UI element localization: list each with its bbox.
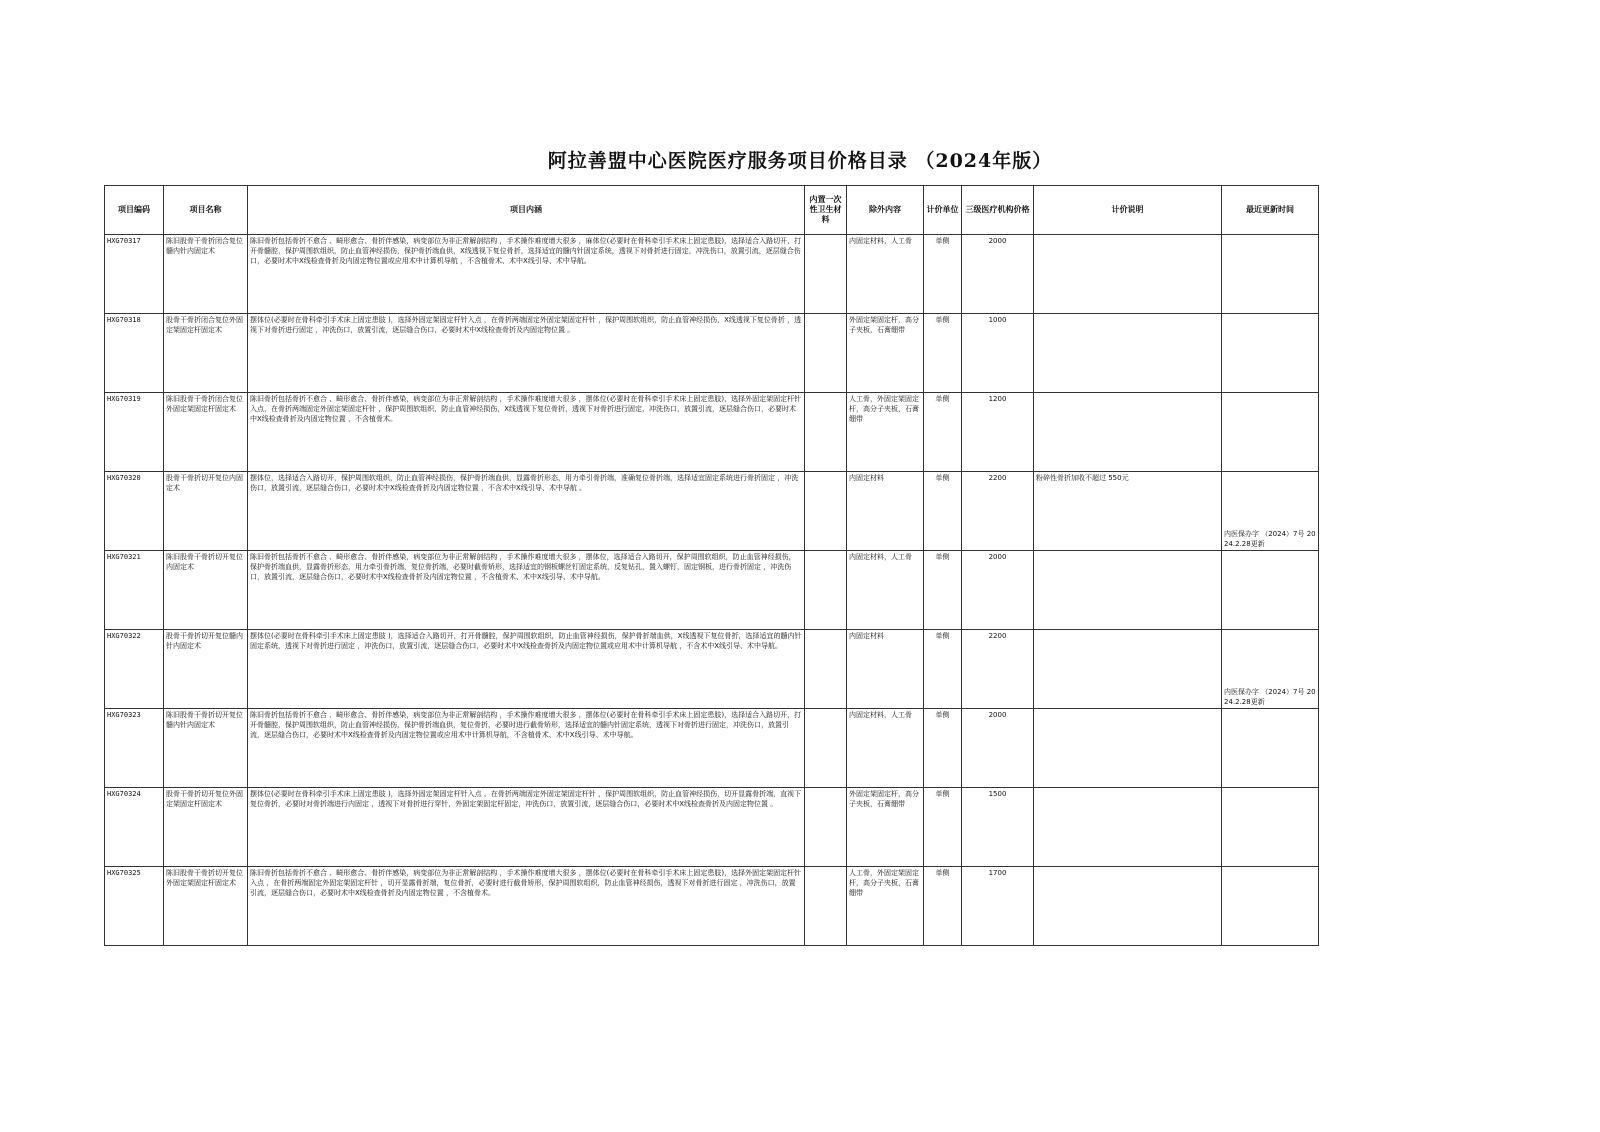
cell-consumable xyxy=(805,709,847,788)
cell-content: 摆体位(必要时在骨科牵引手术床上固定患肢 )，选择适合入路切开，打开骨髓腔，保护周围软组织，防止血管神经损伤，保护骨折端血供，X线透视下复位骨折，选择适宜的髓内针固定系统，透视下对骨折进行固定 ，冲洗伤口，放置引流，逐层缝合伤口，必要时术中X线检查骨折及内固定物位置或应用术中计算机导航 ，不含术中X线引导、术中导航。 xyxy=(248,630,805,709)
cell-notes xyxy=(1034,630,1222,709)
cell-updated xyxy=(1222,235,1319,314)
cell-unit: 单侧 xyxy=(924,867,962,946)
cell-unit: 单侧 xyxy=(924,630,962,709)
cell-price: 2000 xyxy=(962,709,1034,788)
cell-unit: 单侧 xyxy=(924,235,962,314)
cell-unit: 单侧 xyxy=(924,709,962,788)
header-price: 三级医疗机构价格 xyxy=(962,186,1034,235)
header-name: 项目名称 xyxy=(164,186,248,235)
cell-name: 陈旧股骨干骨折闭合复位外固定架固定杆固定术 xyxy=(164,393,248,472)
header-row xyxy=(105,186,1319,235)
header-unit: 计价单位 xyxy=(924,186,962,235)
cell-unit: 单侧 xyxy=(924,393,962,472)
cell-exclusion: 内固定材料 xyxy=(847,472,924,551)
table-row xyxy=(105,630,1319,709)
cell-code: HXG70317 xyxy=(105,235,164,314)
cell-exclusion: 内固定材料 xyxy=(847,630,924,709)
cell-consumable xyxy=(805,867,847,946)
price-table xyxy=(104,185,1319,946)
cell-updated xyxy=(1222,788,1319,867)
cell-updated xyxy=(1222,867,1319,946)
cell-exclusion: 外固定架固定杆，高分子夹板，石膏绷带 xyxy=(847,788,924,867)
cell-consumable xyxy=(805,630,847,709)
cell-exclusion: 内固定材料，人工骨 xyxy=(847,551,924,630)
cell-code: HXG70320 xyxy=(105,472,164,551)
page-title: 阿拉善盟中心医院医疗服务项目价格目录 （2024年版） xyxy=(547,150,1053,172)
cell-price: 2200 xyxy=(962,472,1034,551)
cell-price: 2000 xyxy=(962,235,1034,314)
cell-price: 1200 xyxy=(962,393,1034,472)
cell-notes xyxy=(1034,235,1222,314)
table-row xyxy=(105,709,1319,788)
cell-code: HXG70322 xyxy=(105,630,164,709)
cell-code: HXG70324 xyxy=(105,788,164,867)
update-note: 内医保办字 （2024）7号 2024.2.28更新 xyxy=(1224,688,1316,706)
cell-price: 1000 xyxy=(962,314,1034,393)
cell-unit: 单侧 xyxy=(924,788,962,867)
cell-updated xyxy=(1222,551,1319,630)
table-header xyxy=(105,186,1319,235)
cell-content: 陈旧骨折包括骨折不愈合 、畸形愈合、骨折伴感染，病变部位为非正常解剖结构 ，手术操作难度增大很多 ，摆体位(必要时在骨科牵引手术床上固定患肢)，选择外固定架固定杆针入点 ，在骨折两端固定外固定架固定杆针 ，切开显露骨折端，复位骨折，必要时进行截骨矫形，保护周围软组织，防止血管神经损伤，透视下对骨折进行固定 ，冲洗伤口，放置引流，逐层缝合伤口，必要时术中X线检查骨折及内固定物位置 ，不含植骨术。 xyxy=(248,867,805,946)
cell-consumable xyxy=(805,393,847,472)
update-note: 内医保办字 （2024）7号 2024.2.28更新 xyxy=(1224,530,1316,548)
cell-content: 陈旧骨折包括骨折不愈合 、畸形愈合、骨折伴感染，病变部位为非正常解剖结构 ，手术操作难度增大很多 ，麻体位(必要时在骨科牵引手术床上固定患肢)，选择适合入路切开，打开骨髓腔，保护周围软组织，防止血管神经损伤，保护骨折端血供，X线透视下复位骨折，选择适宜的髓内针固定系统，透视下对骨折进行固定，冲洗伤口，放置引流，逐层缝合伤口，必要时术中X线检查骨折及内固定物位置或应用术中计算机导航 ，不含植骨术、术中X线引导、术中导航。 xyxy=(248,235,805,314)
cell-consumable xyxy=(805,788,847,867)
cell-notes xyxy=(1034,788,1222,867)
header-exclusion: 除外内容 xyxy=(847,186,924,235)
cell-code: HXG70321 xyxy=(105,551,164,630)
header-consumable: 内置一次性卫生材料 xyxy=(805,186,847,235)
cell-price: 1700 xyxy=(962,867,1034,946)
cell-consumable xyxy=(805,472,847,551)
cell-exclusion: 外固定架固定杆，高分子夹板，石膏绷带 xyxy=(847,314,924,393)
cell-name: 陈旧股骨干骨折切开复位髓内针内固定术 xyxy=(164,709,248,788)
cell-unit: 单侧 xyxy=(924,472,962,551)
cell-updated xyxy=(1222,393,1319,472)
cell-content: 陈旧骨折包括骨折不愈合 、畸形愈合、骨折伴感染，病变部位为非正常解剖结构 ，手术操作难度增大很多 ，摆体位(必要时在骨科牵引手术床上固定患肢)，选择适合入路切开，打开骨髓腔，保护周围软组织，防止血管神经损伤，保护骨折端血供，复位骨折，必要时进行截骨矫形，选择适宜的髓内针固定系统，透视下对骨折进行固定，冲洗伤口，放置引流，逐层缝合伤口，必要时术中X线检查骨折及内固定物位置或应用术中计算机导航，不含植骨术、术中X线引导、术中导航。 xyxy=(248,709,805,788)
cell-code: HXG70318 xyxy=(105,314,164,393)
cell-updated xyxy=(1222,472,1319,551)
cell-content: 摆体位，选择适合入路切开，保护周围软组织，防止血管神经损伤，保护骨折端血供，显露骨折形态，用力牵引骨折端，准确复位骨折端，选择适宜固定系统进行骨折固定 ，冲洗伤口，放置引流，逐层缝合伤口，必要时术中X线检查骨折及内固定物位置 ，不含术中X线引导、术中导航 。 xyxy=(248,472,805,551)
cell-notes xyxy=(1034,551,1222,630)
cell-name: 陈旧股骨干骨折切开复位外固定架固定杆固定术 xyxy=(164,867,248,946)
table-row xyxy=(105,788,1319,867)
cell-exclusion: 人工骨，外固定架固定杆，高分子夹板，石膏绷带 xyxy=(847,867,924,946)
table-body xyxy=(105,235,1319,946)
cell-content: 陈旧骨折包括骨折不愈合 、畸形愈合、骨折伴感染，病变部位为非正常解剖结构 ，手术操作难度增大很多 ，摆体位，选择适合入路切开，保护周围软组织，防止血管神经损伤，保护骨折端血供，显露骨折形态，用力牵引骨折端，复位骨折端，必要时截骨矫形，选择适宜的钢板螺丝钉固定系统，反复钻孔，置入螺钉，固定钢板，进行骨折固定 ，冲洗伤口，放置引流，逐层缝合伤口，必要时术中X线检查骨折及内固定物位置 ，不含植骨术、术中X线引导、术中导航。 xyxy=(248,551,805,630)
cell-notes: 粉碎性骨折加收不超过 550元 xyxy=(1034,472,1222,551)
table-row xyxy=(105,551,1319,630)
header-updated: 最近更新时间 xyxy=(1222,186,1319,235)
header-content: 项目内涵 xyxy=(248,186,805,235)
cell-exclusion: 内固定材料，人工骨 xyxy=(847,235,924,314)
cell-code: HXG70325 xyxy=(105,867,164,946)
table-row xyxy=(105,235,1319,314)
cell-name: 股骨干骨折闭合复位外固定架固定杆固定术 xyxy=(164,314,248,393)
table-row xyxy=(105,867,1319,946)
cell-notes xyxy=(1034,709,1222,788)
table-row xyxy=(105,472,1319,551)
cell-consumable xyxy=(805,235,847,314)
cell-exclusion: 内固定材料，人工骨 xyxy=(847,709,924,788)
cell-price: 2200 xyxy=(962,630,1034,709)
cell-unit: 单侧 xyxy=(924,314,962,393)
table-row xyxy=(105,314,1319,393)
cell-consumable xyxy=(805,551,847,630)
cell-consumable xyxy=(805,314,847,393)
cell-unit: 单侧 xyxy=(924,551,962,630)
cell-notes xyxy=(1034,867,1222,946)
cell-code: HXG70323 xyxy=(105,709,164,788)
header-notes: 计价说明 xyxy=(1034,186,1222,235)
cell-content: 陈旧骨折包括骨折不愈合 、畸形愈合、骨折伴感染，病变部位为非正常解剖结构 ，手术操作难度增大很多 ，摆体位(必要时在骨科牵引手术床上固定患肢)，选择外固定架固定杆针入点，在骨折两端固定外固定架固定杆针 ，保护周围软组织，防止血管神经损伤，X线透视下复位骨折，透视下对骨折进行固定，冲洗伤口，放置引流，逐层缝合伤口，必要时术中X线检查骨折及内固定物位置 ，不含植骨术。 xyxy=(248,393,805,472)
cell-content: 摆体位(必要时在骨科牵引手术床上固定患肢 )，选择外固定架固定杆针入点 ，在骨折两端固定外固定架固定杆针 ，保护周围软组织，防止血管神经损伤，切开显露骨折端，直视下复位骨折，必要时对骨折端进行内固定 ，透视下对骨折进行穿针，外固定架固定杆固定，冲洗伤口，放置引流，逐层缝合伤口，必要时术中X线检查骨折及内固定物位置 。 xyxy=(248,788,805,867)
cell-price: 1500 xyxy=(962,788,1034,867)
cell-notes xyxy=(1034,314,1222,393)
cell-name: 陈旧股骨干骨折闭合复位髓内针内固定术 xyxy=(164,235,248,314)
cell-updated xyxy=(1222,314,1319,393)
cell-content: 摆体位(必要时在骨科牵引手术床上固定患肢 )，选择外固定架固定杆针入点 ，在骨折两端固定外固定架固定杆针 ，保护周围软组织，防止血管神经损伤，X线透视下复位骨折 ，透视下对骨折进行固定 ，冲洗伤口，放置引流，逐层缝合伤口，必要时术中X线检查骨折及内固定物位置 。 xyxy=(248,314,805,393)
cell-price: 2000 xyxy=(962,551,1034,630)
header-code: 项目编码 xyxy=(105,186,164,235)
cell-code: HXG70319 xyxy=(105,393,164,472)
cell-name: 股骨干骨折切开复位外固定架固定杆固定术 xyxy=(164,788,248,867)
cell-notes xyxy=(1034,393,1222,472)
cell-updated xyxy=(1222,630,1319,709)
cell-exclusion: 人工骨，外固定架固定杆，高分子夹板，石膏绷带 xyxy=(847,393,924,472)
table-row xyxy=(105,393,1319,472)
cell-name: 股骨干骨折切开复位内固定术 xyxy=(164,472,248,551)
cell-name: 陈旧股骨干骨折切开复位内固定术 xyxy=(164,551,248,630)
cell-name: 股骨干骨折切开复位髓内针内固定术 xyxy=(164,630,248,709)
cell-updated xyxy=(1222,709,1319,788)
